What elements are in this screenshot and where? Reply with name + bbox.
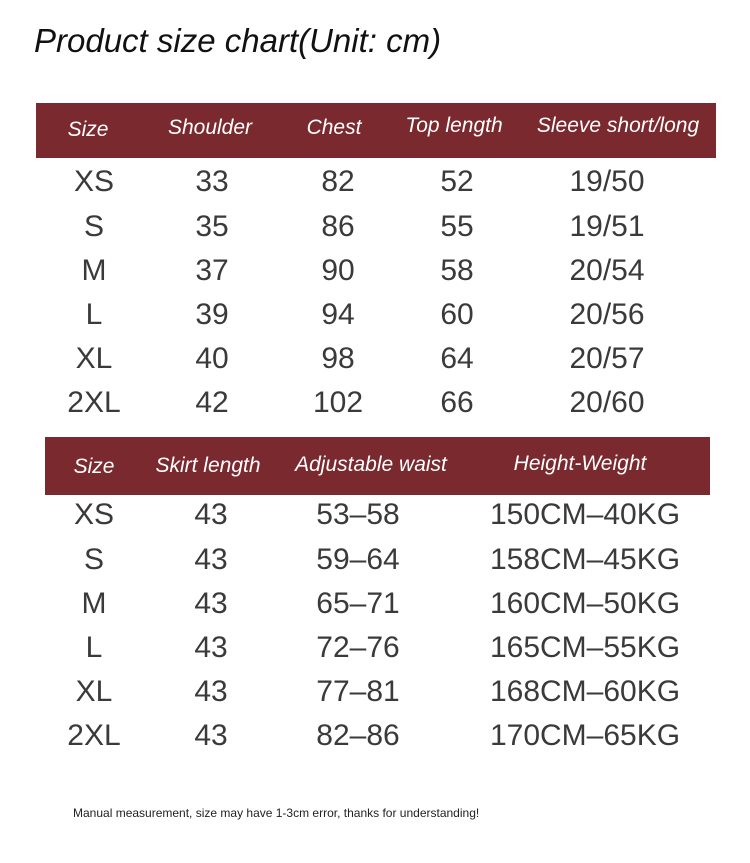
table-row bbox=[0, 714, 750, 758]
cell-sleeve: 20/57 bbox=[569, 342, 645, 375]
cell-shoulder: 42 bbox=[195, 386, 229, 419]
table-row bbox=[0, 670, 750, 714]
cell-size: S bbox=[83, 543, 105, 576]
cell-shoulder: 35 bbox=[195, 210, 229, 243]
cell-skirt-length: 43 bbox=[194, 631, 228, 664]
cell-size: XL bbox=[75, 675, 113, 708]
header-size: Size bbox=[73, 455, 115, 478]
cell-skirt-length: 43 bbox=[194, 587, 228, 620]
cell-height-weight: 170CM–65KG bbox=[489, 719, 681, 752]
cell-size: 2XL bbox=[67, 386, 121, 419]
cell-sleeve: 19/50 bbox=[569, 165, 645, 198]
cell-chest: 90 bbox=[321, 254, 355, 287]
header-adjustable-waist: Adjustable waist bbox=[295, 453, 447, 476]
cell-sleeve: 19/51 bbox=[569, 210, 645, 243]
cell-chest: 86 bbox=[321, 210, 355, 243]
cell-shoulder: 40 bbox=[195, 342, 229, 375]
cell-waist: 77–81 bbox=[316, 675, 400, 708]
cell-height-weight: 165CM–55KG bbox=[489, 631, 681, 664]
cell-top-length: 55 bbox=[440, 210, 474, 243]
header-skirt-length: Skirt length bbox=[155, 454, 261, 477]
cell-height-weight: 168CM–60KG bbox=[489, 675, 681, 708]
cell-top-length: 60 bbox=[440, 298, 474, 331]
cell-height-weight: 150CM–40KG bbox=[489, 498, 681, 531]
table-row bbox=[0, 493, 750, 537]
table-row bbox=[0, 582, 750, 626]
header-chest: Chest bbox=[306, 116, 362, 139]
header-top-length: Top length bbox=[405, 114, 503, 137]
cell-skirt-length: 43 bbox=[194, 719, 228, 752]
cell-chest: 102 bbox=[312, 386, 364, 419]
header-shoulder: Shoulder bbox=[167, 116, 253, 139]
cell-size: XL bbox=[75, 342, 113, 375]
cell-size: 2XL bbox=[67, 719, 121, 752]
cell-waist: 65–71 bbox=[316, 587, 400, 620]
cell-size: XS bbox=[73, 165, 115, 198]
cell-shoulder: 33 bbox=[195, 165, 229, 198]
cell-top-length: 64 bbox=[440, 342, 474, 375]
cell-top-length: 52 bbox=[440, 165, 474, 198]
cell-shoulder: 37 bbox=[195, 254, 229, 287]
cell-sleeve: 20/54 bbox=[569, 254, 645, 287]
cell-waist: 59–64 bbox=[316, 543, 400, 576]
cell-waist: 82–86 bbox=[316, 719, 400, 752]
header-height-weight: Height-Weight bbox=[513, 452, 647, 475]
cell-skirt-length: 43 bbox=[194, 543, 228, 576]
table-row bbox=[0, 626, 750, 670]
cell-size: M bbox=[81, 587, 107, 620]
cell-waist: 72–76 bbox=[316, 631, 400, 664]
cell-shoulder: 39 bbox=[195, 298, 229, 331]
cell-sleeve: 20/60 bbox=[569, 386, 645, 419]
page-title: Product size chart(Unit: cm) bbox=[34, 22, 442, 59]
cell-sleeve: 20/56 bbox=[569, 298, 645, 331]
cell-skirt-length: 43 bbox=[194, 498, 228, 531]
footnote: Manual measurement, size may have 1-3cm error, thanks for understanding! bbox=[73, 806, 480, 820]
cell-size: M bbox=[81, 254, 107, 287]
cell-size: L bbox=[85, 298, 103, 331]
cell-size: XS bbox=[73, 498, 115, 531]
cell-top-length: 66 bbox=[440, 386, 474, 419]
cell-height-weight: 160CM–50KG bbox=[489, 587, 681, 620]
cell-skirt-length: 43 bbox=[194, 675, 228, 708]
cell-chest: 94 bbox=[321, 298, 355, 331]
header-sleeve: Sleeve short/long bbox=[536, 114, 700, 137]
cell-height-weight: 158CM–45KG bbox=[489, 543, 681, 576]
cell-size: S bbox=[83, 210, 105, 243]
cell-waist: 53–58 bbox=[316, 498, 400, 531]
cell-chest: 98 bbox=[321, 342, 355, 375]
cell-size: L bbox=[85, 631, 103, 664]
cell-chest: 82 bbox=[321, 165, 355, 198]
bottom-table-header bbox=[45, 437, 710, 495]
table-row bbox=[0, 538, 750, 582]
header-size: Size bbox=[67, 118, 109, 141]
cell-top-length: 58 bbox=[440, 254, 474, 287]
